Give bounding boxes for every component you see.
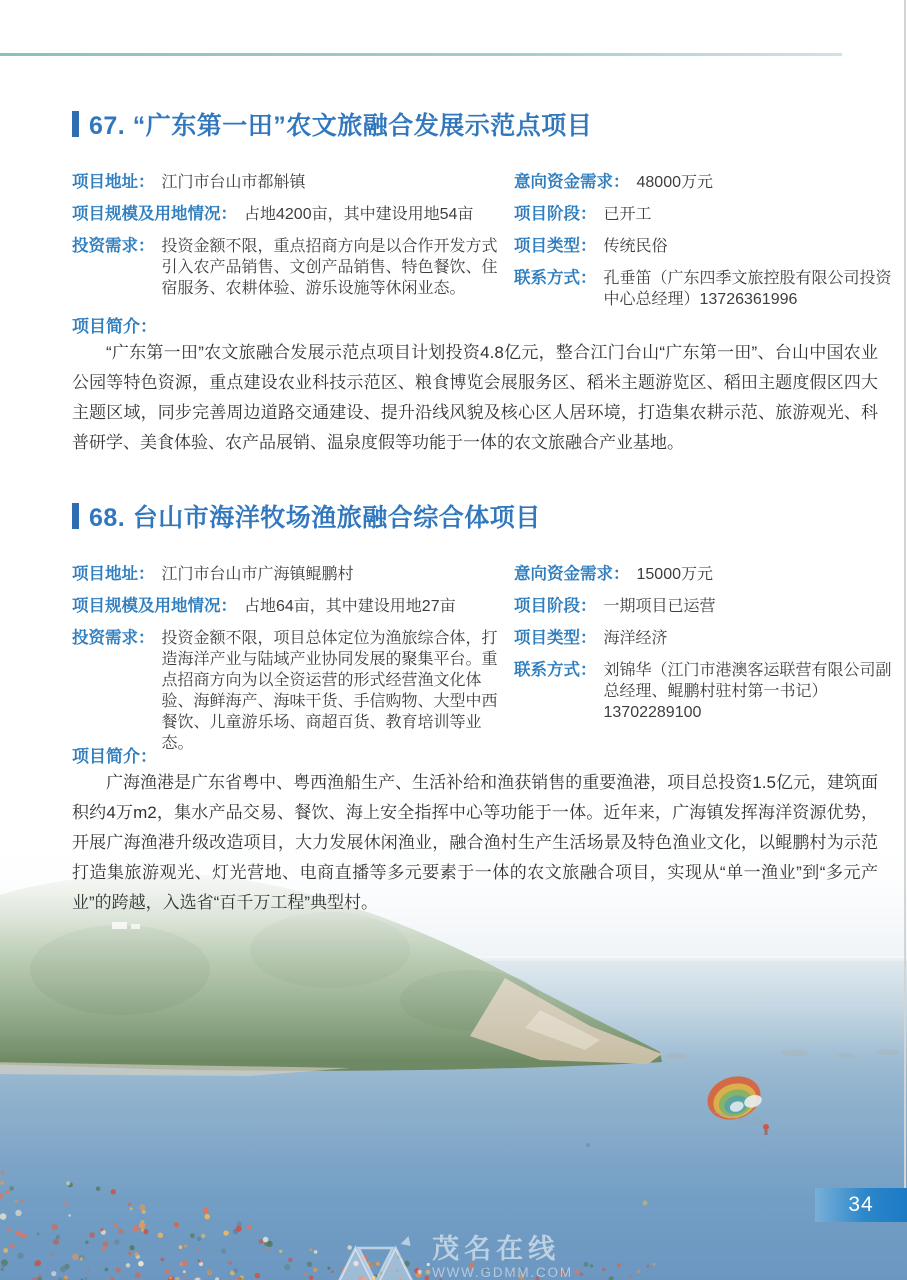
field-value: 传统民俗 bbox=[603, 238, 668, 255]
field-row bbox=[514, 628, 894, 649]
watermark-text bbox=[432, 1235, 573, 1280]
project-68-title-text: 68. 台山市海洋牧场渔旅融合综合体项目 bbox=[89, 504, 541, 532]
field-row bbox=[514, 268, 894, 310]
field-value: 刘锦华（江门市港澳客运联营有限公司副总经理、鲲鹏村驻村第一书记）13702289100 bbox=[603, 662, 892, 721]
field-value: 江门市台山市都斛镇 bbox=[161, 174, 306, 191]
field-label: 投资需求： bbox=[72, 237, 155, 255]
field-row bbox=[72, 172, 504, 193]
field-row bbox=[72, 564, 504, 585]
field-label: 项目类型： bbox=[514, 629, 597, 647]
project-67-right-fields bbox=[514, 172, 894, 321]
project-67-title bbox=[72, 106, 592, 142]
field-value: 15000万元 bbox=[636, 566, 713, 583]
field-row bbox=[514, 172, 894, 193]
field-label: 项目阶段： bbox=[514, 205, 597, 223]
field-value: 一期项目已运营 bbox=[603, 598, 716, 615]
field-label: 投资需求： bbox=[72, 629, 155, 647]
project-68-title bbox=[72, 498, 541, 534]
project-68-intro-label: 项目简介： bbox=[72, 747, 157, 766]
watermark-site-name: 茂名在线 bbox=[432, 1233, 561, 1264]
watermark-logo-icon bbox=[334, 1228, 420, 1280]
page-number: 34 bbox=[848, 1193, 874, 1216]
field-label: 意向资金需求： bbox=[514, 565, 630, 583]
field-row bbox=[514, 660, 894, 723]
field-label: 联系方式： bbox=[514, 661, 597, 679]
header-rule bbox=[0, 53, 842, 56]
field-label: 项目阶段： bbox=[514, 597, 597, 615]
field-row bbox=[72, 596, 504, 617]
project-68-left-fields bbox=[72, 564, 504, 765]
page-right-border bbox=[904, 0, 906, 1190]
title-bar-icon bbox=[72, 111, 79, 137]
field-row bbox=[514, 236, 894, 257]
field-value: 已开工 bbox=[603, 206, 652, 223]
project-67-left-fields bbox=[72, 172, 504, 310]
field-row bbox=[72, 204, 504, 225]
watermark-site-url: WWW.GDMM.COM bbox=[432, 1264, 573, 1280]
field-label: 项目地址： bbox=[72, 565, 155, 583]
field-value: 占地64亩，其中建设用地27亩 bbox=[244, 598, 456, 615]
title-bar-icon bbox=[72, 503, 79, 529]
field-value: 占地4200亩，其中建设用地54亩 bbox=[244, 206, 474, 223]
field-row bbox=[514, 564, 894, 585]
field-value: 孔垂笛（广东四季文旅控股有限公司投资中心总经理）13726361996 bbox=[603, 270, 892, 308]
field-label: 项目类型： bbox=[514, 237, 597, 255]
field-row bbox=[72, 628, 504, 754]
field-value: 投资金额不限，重点招商方向是以合作开发方式引入农产品销售、文创产品销售、特色餐饮、住宿服务、农耕体验、游乐设施等休闲业态。 bbox=[161, 238, 498, 297]
page-number-badge bbox=[815, 1188, 907, 1222]
project-67-intro-paragraph: “广东第一田”农文旅融合发展示范点项目计划投资4.8亿元，整合江门台山“广东第一田”、台山中国农业公园等特色资源，重点建设农业科技示范区、粮食博览会展服务区、稻米主题游览区、稻田主题度假区四大主题区域，同步完善周边道路交通建设、提升沿线风貌及核心区人居环境，打造集农耕示范、旅游观光、科普研学、美食体验、农产品展销、温泉度假等功能于一体的农文旅融合产业基地。 bbox=[72, 343, 878, 452]
field-row bbox=[514, 204, 894, 225]
field-row bbox=[514, 596, 894, 617]
project-68-intro-paragraph: 广海渔港是广东省粤中、粤西渔船生产、生活补给和渔获销售的重要渔港，项目总投资1.5亿元，建筑面积约4万m2，集水产品交易、餐饮、海上安全指挥中心等功能于一体。近年来，广海镇发挥海洋资源优势，开展广海渔港升级改造项目，大力发展休闲渔业，融合渔村生产生活场景及特色渔业文化，以鲲鹏村为示范打造集旅游观光、灯光营地、电商直播等多元要素于一体的农文旅融合项目，实现从“单一渔业”到“多元产业”的跨越，入选省“百千万工程”典型村。 bbox=[72, 773, 878, 912]
field-value: 48000万元 bbox=[636, 174, 713, 191]
field-value: 海洋经济 bbox=[603, 630, 668, 647]
field-value: 江门市台山市广海镇鲲鹏村 bbox=[161, 566, 354, 583]
project-67-title-text: 67. “广东第一田”农文旅融合发展示范点项目 bbox=[89, 112, 593, 140]
field-label: 项目规模及用地情况： bbox=[72, 205, 237, 223]
field-label: 联系方式： bbox=[514, 269, 597, 287]
project-67-intro-label: 项目简介： bbox=[72, 317, 157, 336]
field-label: 意向资金需求： bbox=[514, 173, 630, 191]
watermark bbox=[334, 1228, 573, 1280]
field-value: 投资金额不限，项目总体定位为渔旅综合体，打造海洋产业与陆域产业协同发展的聚集平台。重点招商方向为以全资运营的形式经营渔文化体验、海鲜海产、海味干货、手信购物、大型中西餐饮、儿童游乐场、商超百货、教育培训等业态。 bbox=[161, 630, 498, 752]
project-68-right-fields bbox=[514, 564, 894, 734]
field-label: 项目规模及用地情况： bbox=[72, 597, 237, 615]
field-label: 项目地址： bbox=[72, 173, 155, 191]
field-row bbox=[72, 236, 504, 299]
